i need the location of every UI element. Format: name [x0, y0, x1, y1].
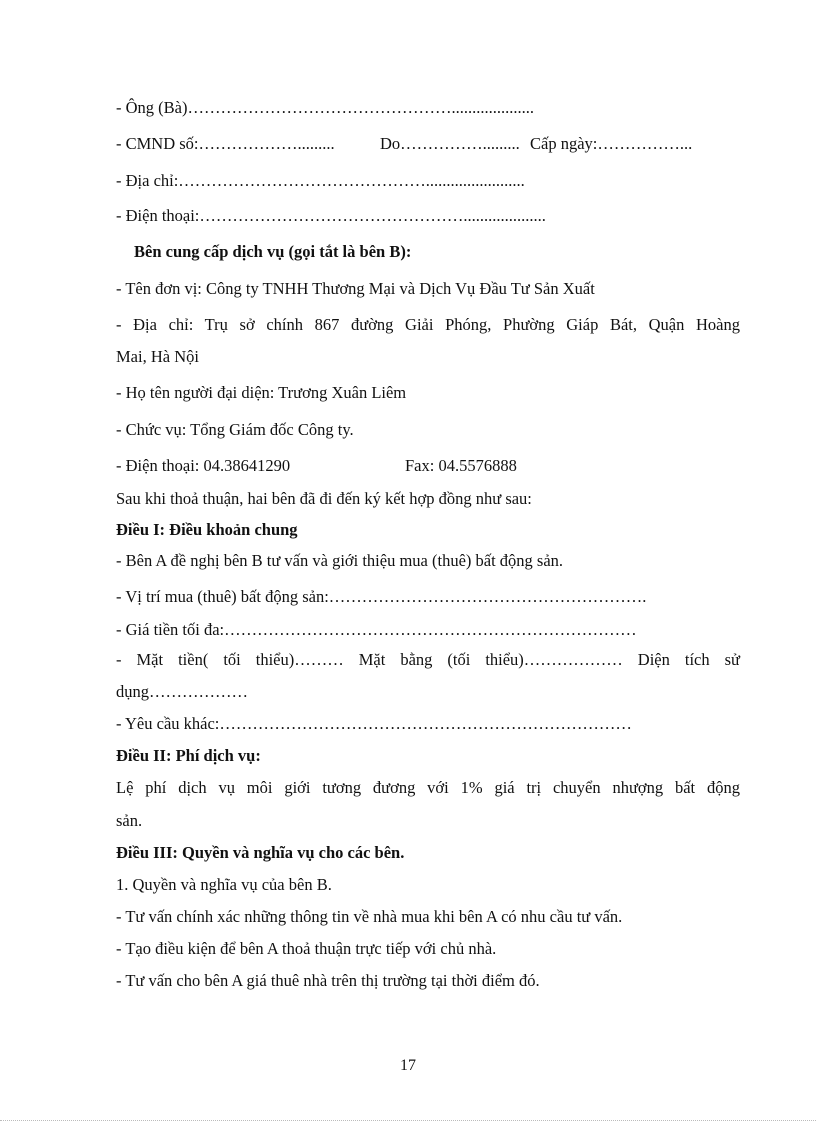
article-3-line-4: - Tư vấn cho bên A giá thuê nhà trên thị trường tại thời điểm đó. [116, 971, 540, 990]
party-b-fax: Fax: 04.5576888 [405, 456, 517, 475]
party-b-address-line-1: - Địa chỉ: Trụ sở chính 867 đường Giải Phóng, Phường Giáp Bát, Quận Hoàng [116, 315, 740, 334]
article-1-line-4: - Mặt tiền( tối thiểu)……… Mặt bằng (tối thiểu)……………… Diện tích sử [116, 650, 740, 669]
id-issued-by-field: Do……………......... [380, 134, 520, 153]
article-1-line-1: - Bên A đề nghị bên B tư vấn và giới thiệu mua (thuê) bất động sản. [116, 551, 564, 570]
article-3-line-2: - Tư vấn chính xác những thông tin về nhà mua khi bên A có nhu cầu tư vấn. [116, 907, 623, 926]
party-b-representative-line: - Họ tên người đại diện: Trương Xuân Liêm [116, 383, 407, 402]
article-3-line-1: 1. Quyền và nghĩa vụ của bên B. [116, 875, 332, 894]
party-b-address-line-2: Mai, Hà Nội [116, 347, 199, 366]
party-b-position-line: - Chức vụ: Tổng Giám đốc Công ty. [116, 420, 354, 439]
intro-line: Sau khi thoả thuận, hai bên đã đi đến ký kết hợp đồng như sau: [116, 489, 532, 508]
party-a-id-line [116, 134, 740, 154]
article-2-line-2: sản. [116, 811, 143, 830]
article-2-title: Điều II: Phí dịch vụ: [116, 746, 261, 765]
article-1-line-5: dụng……………… [116, 682, 248, 701]
party-b-heading: Bên cung cấp dịch vụ (gọi tắt là bên B): [134, 242, 412, 261]
party-a-phone-line: - Điện thoại:………………………………………….................... [116, 206, 546, 225]
article-1-line-2: - Vị trí mua (thuê) bất động sản:…………………………………………………. [116, 587, 647, 606]
party-b-company-line: - Tên đơn vị: Công ty TNHH Thương Mại và Dịch Vụ Đầu Tư Sản Xuất [116, 279, 595, 298]
article-1-title: Điều I: Điều khoản chung [116, 520, 298, 539]
article-1-line-6: - Yêu cầu khác:………………………………………………………………… [116, 714, 632, 733]
id-number-field: - CMND số:………………......... [116, 134, 335, 153]
article-3-line-3: - Tạo điều kiện để bên A thoả thuận trực tiếp với chủ nhà. [116, 939, 497, 958]
article-1-line-3: - Giá tiền tối đa:………………………………………………………………… [116, 620, 637, 639]
id-issued-date-field: Cấp ngày:……………... [530, 134, 693, 153]
page-bottom-divider [0, 1120, 816, 1121]
party-a-address-line: - Địa chỉ:………………………………………........................ [116, 171, 525, 190]
article-2-line-1: Lệ phí dịch vụ môi giới tương đương với 1% giá trị chuyển nhượng bất động [116, 778, 740, 797]
party-b-phone: - Điện thoại: 04.38641290 [116, 456, 291, 475]
party-b-contact-line [116, 456, 740, 476]
page-number: 17 [400, 1057, 416, 1074]
article-3-title: Điều III: Quyền và nghĩa vụ cho các bên. [116, 843, 405, 862]
party-a-name-line: - Ông (Bà)………………………………………….................... [116, 98, 534, 117]
